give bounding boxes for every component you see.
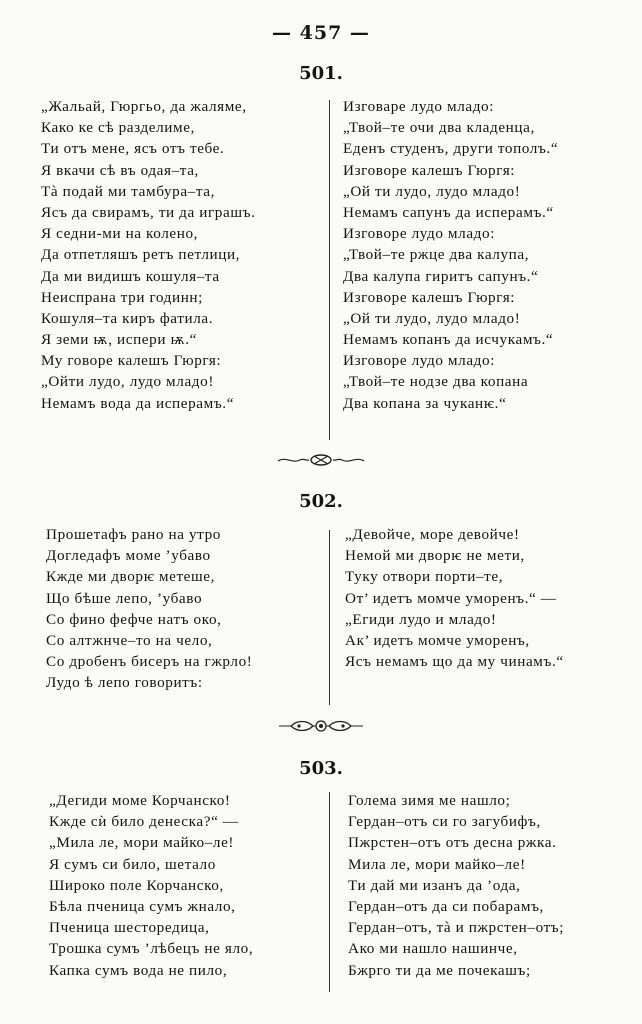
verse-line: Два копана за чуканѥ.“: [343, 394, 507, 412]
verse-line: Прошетафъ рано на утро: [46, 526, 221, 543]
verse-line: Що бѣше лепо, ’убаво: [46, 589, 203, 607]
verse-line: Со алтжнче–то на чело,: [46, 631, 213, 649]
verse-line: Ти дай ми изанъ да ’ода,: [348, 876, 521, 894]
verse-line: Бѣла пченица сумъ жнало,: [49, 897, 236, 915]
verse-line: Лудо ѣ лепо говоритъ:: [46, 674, 203, 692]
verse-line: Ак’ идетъ момче уморенъ,: [345, 631, 530, 649]
verse-line: Да ми видишъ кошуля–та: [41, 267, 220, 285]
verse-line: Пченица шесторедица,: [49, 919, 210, 937]
verse-line: Туку отвори порти–те,: [345, 568, 504, 586]
verse-line: Капка сумъ вода не пило,: [49, 961, 228, 979]
verse-line: Со дробенъ бисеръ на гжрло!: [46, 653, 253, 671]
song-number-501: 501.: [299, 63, 343, 84]
verse-line: Ясъ немамъ що да му чинамъ.“: [345, 653, 564, 671]
column-divider: [329, 792, 330, 992]
verse-line: Со фино фефче натъ око,: [46, 610, 222, 628]
verse-line: Трошка сумъ ’лѣбецъ не яло,: [49, 940, 254, 958]
verse-line: Гердан–отъ да си побарамъ,: [348, 897, 544, 915]
verse-line: Ти отъ мене, ясъ отъ тебе.: [41, 140, 225, 158]
verse-line: Я седни-ми на колено,: [41, 225, 199, 243]
verse-line: Кжде ми дворѥ метеше,: [46, 568, 216, 586]
verse-line: Да отпетляшъ ретъ петлици,: [41, 246, 241, 264]
song-number-502: 502.: [299, 491, 343, 512]
song-501-right-column: [343, 96, 558, 414]
verse-line: „Ой ти лудо, лудо младо!: [343, 182, 521, 200]
verse-line: Пжрстен–отъ отъ десна ржка.: [348, 834, 557, 852]
verse-line: Кжде сѝ било денеска?“ —: [49, 813, 239, 831]
verse-line: Изговаре лудо младо:: [343, 98, 495, 115]
verse-line: „Твой–те ржце два калупа,: [343, 246, 530, 264]
verse-line: „Девойче, море девойче!: [345, 526, 520, 543]
song-502-right-column: [345, 524, 564, 672]
verse-line: Я вкачи сѣ въ одая–та,: [41, 161, 199, 179]
vine-flourish-icon: [276, 452, 366, 468]
verse-line: „Ой ти лудо, лудо младо!: [343, 309, 521, 327]
verse-line: Еденъ студенъ, други тополъ.“: [343, 140, 559, 158]
verse-line: От’ идетъ момче уморенъ.“ —: [345, 589, 557, 607]
song-503-left-column: [49, 790, 253, 981]
song-503-right-column: [348, 790, 564, 981]
verse-line: Изговоре калешъ Гюргя:: [343, 288, 516, 306]
verse-line: Мила ле, мори майко–ле!: [348, 855, 526, 873]
verse-line: „Дегиди моме Корчанско!: [49, 792, 231, 809]
verse-line: „Егиди лудо и младо!: [345, 610, 497, 628]
verse-line: Гердан–отъ си го загубифъ,: [348, 813, 541, 831]
verse-line: „Твой–те очи два кладенца,: [343, 119, 535, 137]
verse-line: Тà подай ми тамбура–та,: [41, 182, 216, 200]
verse-line: „Мила ле, мори майко–ле!: [49, 834, 235, 852]
song-502-left-column: [46, 524, 252, 694]
song-number-503: 503.: [299, 758, 343, 779]
column-divider: [329, 100, 330, 440]
verse-line: Немамъ вода да исперамъ.“: [41, 394, 235, 412]
verse-line: Широко поле Корчанско,: [49, 876, 224, 894]
verse-line: Кошуля–та киръ фатила.: [41, 309, 214, 327]
verse-line: Гердан–отъ, тà и пжрстен–отъ;: [348, 919, 565, 937]
ornament-divider-1: [0, 452, 642, 472]
verse-line: Изговоре лудо младо:: [343, 352, 496, 370]
verse-line: „Твой–те нодзе два копана: [343, 373, 529, 391]
verse-line: Ако ми нашло нашинче,: [348, 940, 518, 958]
verse-line: Ясъ да свирамъ, ти да играшъ.: [41, 203, 256, 221]
verse-line: Немой ми дворѥ не мети,: [345, 547, 525, 565]
verse-line: Два калупа гиритъ сапунъ.“: [343, 267, 539, 285]
verse-line: Изговоре калешъ Гюргя:: [343, 161, 516, 179]
verse-line: Я земи ѭ, испери ѭ.“: [41, 331, 197, 349]
page-number-header: — 457 —: [272, 22, 370, 44]
verse-line: Изговоре лудо младо:: [343, 225, 496, 243]
knot-flourish-icon: [279, 718, 363, 734]
verse-line: „Ойти лудо, лудо младо!: [41, 373, 214, 391]
verse-line: Немамъ сапунъ да исперамъ.“: [343, 203, 554, 221]
verse-line: Немамъ копанъ да исчукамъ.“: [343, 331, 554, 349]
verse-line: Неиспрана три годинн;: [41, 288, 203, 306]
column-divider: [329, 530, 330, 705]
song-501-left-column: [41, 96, 255, 414]
verse-line: Я сумъ си било, шетало: [49, 855, 216, 873]
ornament-divider-2: [0, 718, 642, 738]
verse-line: Како ке сѣ разделиме,: [41, 119, 195, 137]
verse-line: Бжрго ти да ме почекашъ;: [348, 961, 531, 979]
verse-line: Му говоре калешъ Гюргя:: [41, 352, 222, 370]
verse-line: Голема зимя ме нашло;: [348, 792, 511, 809]
verse-line: Догледафъ моме ’убаво: [46, 547, 211, 565]
verse-line: „Жальай, Гюргьо, да жаляме,: [41, 98, 247, 115]
